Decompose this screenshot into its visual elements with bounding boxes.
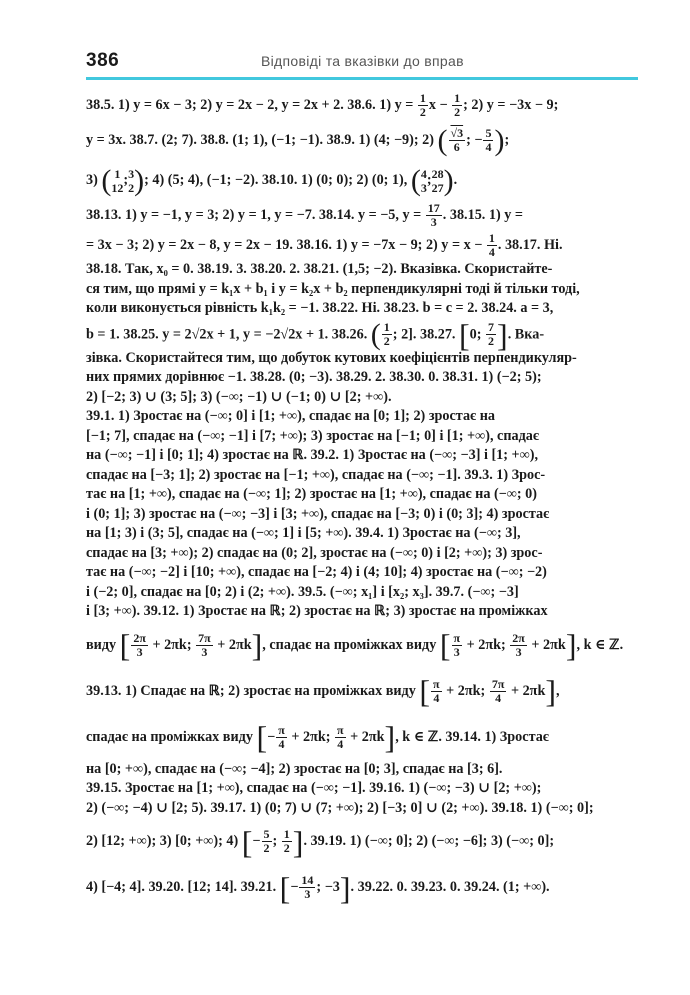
vector-pair: 4 3	[420, 166, 427, 195]
fraction: $\frac{7\pi}{3}$	[198, 630, 211, 659]
fraction: $\frac{1}{2}$	[383, 320, 390, 348]
text-line: тає на (−∞; −2] і [10; +∞), спадає на [−2; 4) і (4; 10]; 4) зростає на (−∞; −2)	[86, 564, 547, 580]
fraction: $\frac{14}{3}$	[301, 873, 314, 902]
fraction: $\frac{5}{2}$	[263, 827, 270, 856]
text-line: і (0; 1]; 3) зростає на (−∞; −3] і [3; +∞), спадає на [−3; 0) і (0; 3]; 4) зростає	[86, 505, 550, 522]
fraction: $\frac{1}{2}$	[419, 91, 426, 120]
running-title: Відповіді та вказівки до вправ	[261, 53, 464, 69]
vector-pair: 28 27	[431, 166, 444, 195]
fraction: $\frac{1}{4}$	[488, 231, 495, 260]
fraction: $\frac{7}{2}$	[488, 320, 495, 348]
text-line: 38.18. Так, x₀ = 0. 38.19. 3. 38.20. 2. 38.21. (1,5; −2). Вказівка. Скористайте-	[86, 261, 553, 277]
text-line: спадає на [−3; 1]; 2) зростає на [−1; +∞), спадає на (−∞; −1]. 39.3. 1) Зрос-	[86, 466, 546, 483]
fraction: $\frac{2\pi}{3}$	[133, 630, 146, 659]
answers-text	[86, 90, 638, 910]
text-line: і (−2; 0], спадає на [0; 2) і (2; +∞). 39.5. (−∞; x₁] і [x₂; x₃]. 39.7. (−∞; −3]	[86, 583, 519, 600]
fraction: $\frac{5}{4}$	[485, 126, 492, 155]
text-line: 39.13. 1) Спадає на ℝ; 2) зростає на проміжках виду [ $\frac{\pi}{4}$ + 2πk; $\frac{7\pi}{4}$ + 2πk],	[86, 673, 560, 710]
fraction: $\frac{1}{2}$	[283, 827, 290, 856]
text-line: 38.13. 1) y = −1, y = 3; 2) y = 1, y = −7. 38.14. y = −5, y = $\frac{17}{3}$ . 38.15. 1) y =	[86, 201, 523, 230]
fraction: $\frac{2\pi}{3}$	[512, 630, 525, 659]
vector-pair: 3 2	[128, 166, 135, 195]
vector-pair: 1 12	[111, 166, 124, 195]
header-rule	[86, 77, 638, 80]
text-line: 39.15. Зростає на [1; +∞), спадає на (−∞; −1]. 39.16. 1) (−∞; −3) ∪ [2; +∞);	[86, 780, 542, 796]
text-line: виду [ $\frac{2\pi}{3}$ + 2πk; $\frac{7\pi}{3}$ + 2πk], спадає на проміжках виду [ $\frac{\pi}{3}$ + 2πk; $\frac{2\pi}{3}$ + 2πk], k ∈ ℤ.	[86, 627, 624, 664]
text-line: зівка. Скористайтеся тим, що добуток кутових коефіцієнтів перпендикуляр-	[86, 349, 577, 366]
text-line: b = 1. 38.25. y = 2√2x + 1, y = −2√2x + 1. 38.26. ( $\frac{1}{2}$ ; 2]. 38.27. [0; $\frac{7}{2}$ ]. Вка-	[86, 316, 545, 353]
text-line: коли виконується рівність k₁k₂ = −1. 38.22. Ні. 38.23. b = c = 2. 38.24. a = 3,	[86, 300, 554, 316]
text-line: тає на [1; +∞), спадає на (−∞; 1]; 2) зростає на [1; +∞), спадає на (−∞; 0)	[86, 486, 537, 502]
text-line: на (−∞; −1] і [0; 1]; 4) зростає на ℝ. 39.2. 1) Зростає на (−∞; −3] і [1; +∞),	[86, 447, 539, 463]
fraction: $\frac{\pi}{4}$	[433, 676, 440, 705]
text-line: спадає на проміжках виду [− $\frac{\pi}{4}$ + 2πk; $\frac{\pi}{4}$ + 2πk], k ∈ ℤ. 39.14. 1) Зростає	[86, 719, 549, 756]
text-line: 38.5. 1) y = 6x − 3; 2) y = 2x − 2, y = 2x + 2. 38.6. 1) y = $\frac{1}{2}$ x − $\frac{1}{2}$ ; 2) y = −3x − 9;	[86, 91, 559, 120]
text-line: ся тим, що прямі y = k₁x + b₁ і y = k₂x + b₂ перпендикулярні тоді й тільки тоді,	[86, 280, 580, 297]
fraction: $\frac{7\pi}{4}$	[491, 676, 505, 705]
fraction: $\frac{\pi}{4}$	[278, 722, 285, 751]
text-line: = 3x − 3; 2) y = 2x − 8, y = 2x − 19. 38.16. 1) y = −7x − 9; 2) y = x − $\frac{1}{4}$ . 38.17. Ні.	[86, 231, 563, 260]
text-line: них прямих дорівнює −1. 38.28. (0; −3). 38.29. 2. 38.30. 0. 38.31. 1) (−2; 5);	[86, 369, 542, 385]
fraction: $\frac{17}{3}$	[427, 201, 440, 230]
text-line: 2) [−2; 3) ∪ (3; 5]; 3) (−∞; −1) ∪ (−1; 0) ∪ [2; +∞).	[86, 388, 392, 405]
text-line: 2) (−∞; −4) ∪ [2; 5). 39.17. 1) (0; 7) ∪ (7; +∞); 2) [−3; 0] ∪ (2; +∞). 39.18. 1) (−∞; 0];	[86, 799, 594, 816]
text-line: 39.1. 1) Зростає на (−∞; 0] і [1; +∞), спадає на [0; 1]; 2) зростає на	[86, 408, 495, 424]
page-header	[86, 50, 638, 78]
text-line: [−1; 7], спадає на (−∞; −1] і [7; +∞); 3) зростає на [−1; 0] і [1; +∞), спадає	[86, 427, 540, 444]
fraction: $\frac{\pi}{4}$	[337, 722, 344, 751]
text-line: 3) ( 1 12 ; 3 2 ); 4) (5; 4), (−1; −2). 38.10. 1) (0; 0); 2) (0; 1), ( 4 3 ; 28 27 ).	[86, 163, 458, 197]
page-number: 386	[86, 50, 120, 71]
text-line: на [1; 3) і (3; 5], спадає на (−∞; 1] і [5; +∞). 39.4. 1) Зростає на (−∞; 3],	[86, 525, 521, 541]
fraction: $\frac{1}{2}$	[454, 91, 461, 120]
text-line: 2) [12; +∞); 3) [0; +∞); 4) [− $\frac{5}{2}$ ; $\frac{1}{2}$ ]. 39.19. 1) (−∞; 0]; 2) (−∞; −6]; 3) (−∞; 0];	[86, 823, 555, 860]
fraction: $\frac{√3}{6}$	[450, 126, 464, 155]
text-line: спадає на [3; +∞); 2) спадає на (0; 2], зростає на (−∞; 0) і [2; +∞); 3) зрос-	[86, 544, 543, 561]
text-line: на [0; +∞), спадає на (−∞; −4]; 2) зростає на [0; 3], спадає на [3; 6].	[86, 760, 503, 777]
fraction: $\frac{\pi}{3}$	[453, 630, 461, 659]
text-line: y = 3x. 38.7. (2; 7). 38.8. (1; 1), (−1; −1). 38.9. 1) (4; −9); 2) ( $\frac{√3}{6}$ ; − $\frac{5}{4}$ );	[86, 123, 510, 157]
text-line: 4) [−4; 4]. 39.20. [12; 14]. 39.21. [− $\frac{14}{3}$ ; −3]. 39.22. 0. 39.23. 0. 39.24. (1; +∞).	[86, 869, 550, 906]
text-line: і [3; +∞). 39.12. 1) Зростає на ℝ; 2) зростає на ℝ; 3) зростає на проміжках	[86, 603, 548, 619]
